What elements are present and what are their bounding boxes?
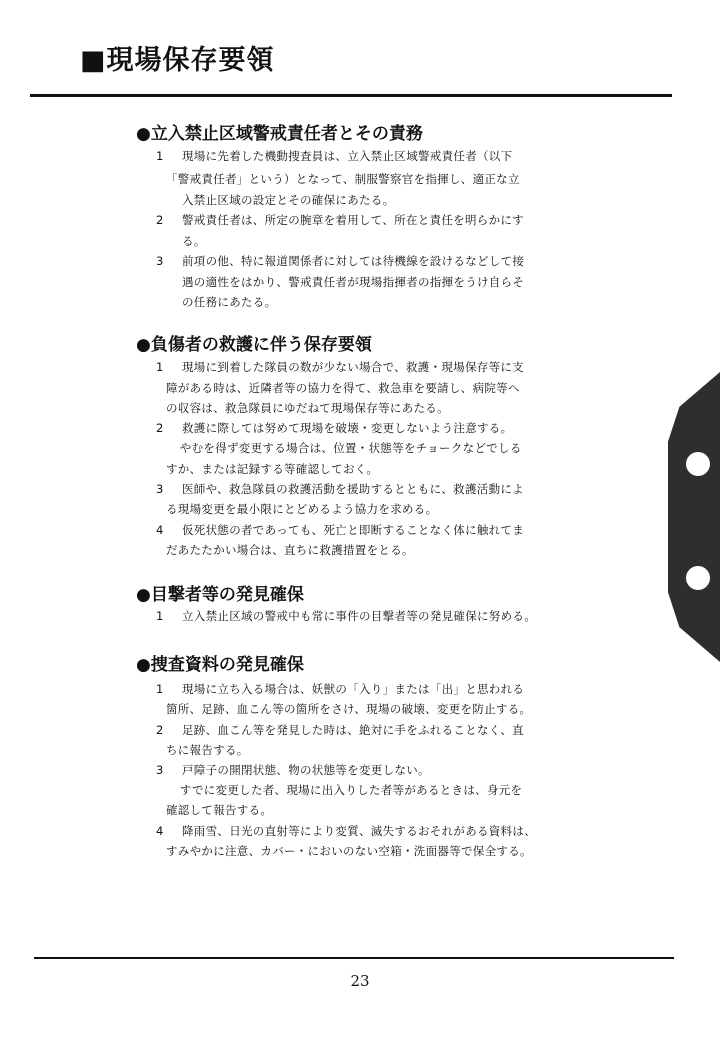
list-item-line	[156, 253, 524, 269]
line-text: 「警戒責任者」という）となって、制服警察官を指揮し、適正な立	[166, 172, 520, 186]
item-number: 3	[156, 254, 164, 268]
list-item-line	[166, 501, 437, 517]
line-text: すでに変更した者、現場に出入りした者等があるときは、身元を	[168, 783, 523, 797]
section-heading-4: ●捜査資料の発見確保	[136, 655, 304, 675]
item-number: 3	[156, 763, 164, 777]
item-number: 4	[156, 523, 164, 537]
line-text: 仮死状態の者であっても、死亡と即断することなく体に触れてま	[182, 523, 525, 537]
list-item-line	[156, 762, 430, 778]
line-text: 降雨雪、日光の直射等により変質、滅失するおそれがある資料は、	[182, 824, 536, 838]
list-item-line	[156, 722, 524, 738]
list-item-line	[156, 522, 524, 538]
list-item-line	[166, 461, 378, 477]
item-number: 1	[156, 149, 164, 163]
list-item-line	[182, 294, 276, 310]
line-text: 遇の適性をはかり、警戒責任者が現場指揮者の指揮をうけ自らそ	[182, 275, 525, 289]
section-heading-2: ●負傷者の救護に伴う保存要領	[136, 335, 372, 355]
list-item-line	[156, 212, 524, 228]
list-item-line	[166, 701, 531, 717]
list-item-line	[156, 148, 512, 164]
item-number: 1	[156, 360, 164, 374]
list-item-line	[168, 782, 522, 798]
line-text: だあたたかい場合は、直ちに救護措置をとる。	[166, 543, 414, 557]
item-number: 2	[156, 723, 164, 737]
index-tab	[668, 372, 720, 662]
line-text: る。	[182, 234, 206, 248]
list-item-line	[156, 359, 524, 375]
item-number: 4	[156, 824, 164, 838]
line-text: すか、または記録する等確認しておく。	[166, 462, 379, 476]
list-item-line	[182, 274, 524, 290]
page-title: ■現場保存要領	[80, 45, 275, 76]
line-text: 戸障子の開閉状態、物の状態等を変更しない。	[182, 763, 430, 777]
line-text: 足跡、血こん等を発見した時は、絶対に手をふれることなく、直	[182, 723, 524, 737]
line-text: 立入禁止区域の警戒中も常に事件の目撃者等の発見確保に努める。	[182, 609, 536, 623]
line-text: 現場に先着した機動捜査員は、立入禁止区域警戒責任者（以下	[182, 149, 513, 163]
page-number: 23	[350, 972, 370, 990]
line-text: すみやかに注意、カバー・においのない空箱・洗面器等で保全する。	[166, 844, 532, 858]
list-item-line	[166, 380, 520, 396]
item-number: 2	[156, 421, 164, 435]
section-heading-1: ●立入禁止区域警戒責任者とその責務	[136, 124, 423, 144]
top-rule	[30, 94, 672, 97]
binder-hole-top	[686, 452, 710, 476]
list-item-line	[156, 681, 524, 697]
line-text: の収容は、救急隊員にゆだねて現場保存等にあたる。	[166, 401, 449, 415]
line-text: ちに報告する。	[166, 743, 249, 757]
line-text: 前項の他、特に報道関係者に対しては待機線を設けるなどして接	[182, 254, 525, 268]
item-number: 1	[156, 609, 164, 623]
binder-hole-bottom	[686, 566, 710, 590]
list-item-line	[156, 481, 524, 497]
line-text: 警戒責任者は、所定の腕章を着用して、所在と責任を明らかにす	[182, 213, 524, 227]
list-item-line	[166, 742, 249, 758]
bottom-rule	[34, 957, 674, 959]
line-text: 箇所、足跡、血こん等の箇所をさけ、現場の破壊、変更を防止する。	[166, 702, 532, 716]
item-number: 2	[156, 213, 164, 227]
list-item-line	[166, 542, 414, 558]
list-item-line	[166, 802, 272, 818]
list-item-line	[168, 440, 522, 456]
list-item-line	[166, 843, 532, 859]
line-text: 医師や、救急隊員の救護活動を援助するとともに、救護活動によ	[182, 482, 524, 496]
list-item-line	[182, 233, 206, 249]
line-text: 現場に立ち入る場合は、妖獣の「入り」または「出」と思われる	[182, 682, 525, 696]
line-text: 障がある時は、近隣者等の協力を得て、救急車を要請し、病院等へ	[166, 381, 520, 395]
line-text: 確認して報告する。	[166, 803, 273, 817]
item-number: 3	[156, 482, 164, 496]
line-text: の任務にあたる。	[182, 295, 277, 309]
list-item-line	[182, 192, 394, 208]
line-text: 救護に際しては努めて現場を破壊・変更しないよう注意する。	[182, 421, 513, 435]
list-item-line	[166, 171, 520, 187]
line-text: る現場変更を最小限にとどめるよう協力を求める。	[166, 502, 438, 516]
item-number: 1	[156, 682, 164, 696]
list-item-line	[156, 420, 512, 436]
list-item-line	[156, 823, 536, 839]
list-item-line	[156, 608, 536, 624]
line-text: やむを得ず変更する場合は、位置・状態等をチョークなどでしる	[168, 441, 522, 455]
line-text: 入禁止区域の設定とその確保にあたる。	[182, 193, 395, 207]
section-heading-3: ●目撃者等の発見確保	[136, 585, 304, 605]
list-item-line	[166, 400, 449, 416]
line-text: 現場に到着した隊員の数が少ない場合で、救護・現場保存等に支	[182, 360, 524, 374]
